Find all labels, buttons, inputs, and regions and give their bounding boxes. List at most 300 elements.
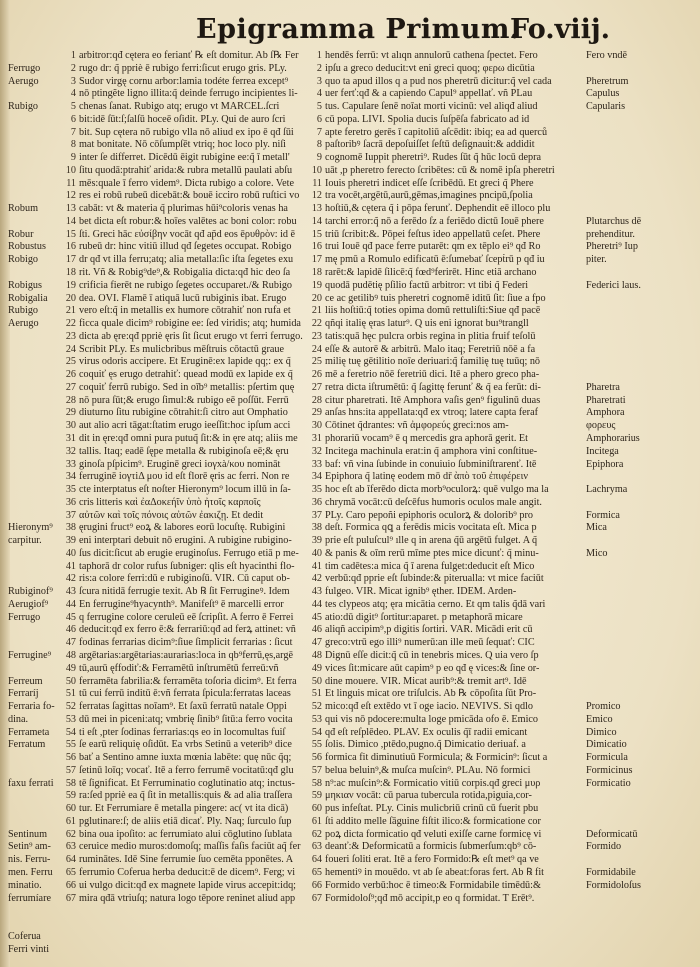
line-number: 21 — [311, 305, 322, 317]
line-number: 14 — [65, 215, 76, 227]
marginal-note: φορευς — [586, 420, 616, 432]
line-text: taphorā dr color rufus ſubniger: qlis eſt hyacinthi flo- — [79, 560, 295, 572]
left-column-line — [58, 356, 313, 369]
right-column-line — [304, 101, 584, 114]
marginal-note: men. Ferru — [8, 867, 53, 878]
right-column-line — [304, 854, 584, 867]
marginal-note: Federici laus. — [586, 279, 641, 291]
marginal-note: Rubigo — [8, 101, 39, 113]
line-text: ipſu a greco deducit:vt eni greci quoq; φερω dicūtia — [325, 62, 535, 74]
marginal-note — [586, 267, 698, 280]
left-column-line — [58, 893, 313, 906]
line-number: 6 — [316, 113, 322, 125]
line-number: 20 — [65, 292, 76, 304]
left-column-line — [58, 599, 313, 612]
left-column-line — [58, 548, 313, 561]
left-column-line — [58, 190, 313, 203]
left-column-line — [58, 880, 313, 893]
line-number: 13 — [65, 203, 76, 215]
marginal-note: Mico — [586, 547, 608, 559]
line-number: 39 — [65, 535, 76, 547]
marginal-note — [586, 599, 698, 612]
line-number: 48 — [65, 649, 76, 661]
line-text: tallis. Itaq; eadē ſępe metalla & rubiginoſa eē;& ęru — [79, 445, 289, 457]
line-number: 66 — [65, 879, 76, 891]
line-number: 47 — [311, 637, 322, 649]
line-number: 36 — [65, 496, 76, 508]
marginal-note — [586, 497, 698, 510]
line-number: 4 — [70, 88, 76, 100]
line-number: 41 — [311, 560, 322, 572]
line-number: 40 — [65, 547, 76, 559]
marginal-note — [586, 471, 698, 484]
marginal-note: Formicatio — [586, 777, 631, 789]
line-text: n⁹:ac muſcin⁹:& Formicatio vitiū corpis.qđ greci μυρ — [325, 777, 541, 789]
line-number: 43 — [311, 586, 322, 598]
right-column-line — [304, 395, 584, 408]
marginal-note: Rubigo — [8, 305, 39, 317]
right-column-line — [304, 752, 584, 765]
line-number: 6 — [70, 113, 76, 125]
line-text: tim cadētes:a mica q̃ ī arena fulget:deducit eſt Mico — [325, 560, 535, 572]
marginal-note: Emico — [586, 713, 613, 725]
marginal-note: Aerugo — [8, 318, 39, 330]
marginal-note: Ferreum — [8, 675, 43, 687]
line-number: 8 — [316, 139, 322, 151]
line-number: 41 — [65, 560, 76, 572]
line-number: 24 — [311, 343, 322, 355]
marginal-note: Promico — [586, 701, 621, 713]
line-number: 50 — [311, 675, 322, 687]
line-text: Formido verbū:hoc ē timeo:& Formidabile timēdū:& — [325, 879, 541, 891]
marginal-note — [586, 127, 698, 140]
line-text: citur pharetrati. Itē Amphora vaſis gen⁹ figulinū duas — [325, 394, 541, 406]
line-number: 20 — [311, 292, 322, 304]
left-column-line — [58, 178, 313, 191]
line-text: vero eſt:q̃ in metallis ex humore cōtrahiť non rufa et — [79, 305, 291, 317]
marginal-note: piter. — [586, 254, 607, 266]
right-column-line — [304, 382, 584, 395]
marginal-note: faxu ferrati — [8, 777, 54, 789]
marginal-note: Robur — [8, 228, 34, 240]
line-number: 51 — [65, 688, 76, 700]
right-column-line — [304, 216, 584, 229]
line-text: tū,aurū ęffodiť:& Ferramētū inſtrumētū ferreū:vñ — [79, 662, 279, 674]
line-text: ſcura nitidā ferrugie texit. Ab ℞ ſit Ferrugineꝰ. Idem — [79, 586, 290, 598]
line-number: 12 — [311, 190, 322, 202]
line-number: 5 — [316, 101, 322, 113]
left-column-line — [58, 739, 313, 752]
line-number: 64 — [65, 854, 76, 866]
line-number: 7 — [316, 126, 322, 138]
line-number: 31 — [311, 432, 322, 444]
line-text: bit:idē ſūt:ſ;ſalſū hoceē oſidit. PLy. Qui de auro ſcri — [79, 113, 286, 125]
left-column-line — [58, 829, 313, 842]
line-text: phorariū vocam⁹ ē q mercedis gra aphorā gerit. Et — [325, 432, 528, 444]
right-column-line — [304, 829, 584, 842]
line-text: coquiť ęs erugo detrahiť: quead modū ex lapide ex q̃ — [79, 369, 293, 381]
right-column-line — [304, 548, 584, 561]
marginal-note: Sentinum — [8, 828, 48, 840]
marginal-note — [586, 535, 698, 548]
right-column-line — [304, 229, 584, 242]
line-number: 30 — [65, 420, 76, 432]
line-text: eni interptari debuit nō erugini. A rubigine rubigino- — [79, 535, 292, 547]
line-text: hendēs ferrū: vt alıqn annulorū cathena ſpectet. Fero — [325, 50, 538, 61]
marginal-note — [586, 803, 698, 816]
marginal-note — [586, 165, 698, 178]
marginal-note: Capulus — [586, 88, 620, 100]
marginal-note — [586, 318, 698, 331]
line-number: 28 — [65, 394, 76, 406]
marginal-note — [586, 305, 698, 318]
right-column-line — [304, 356, 584, 369]
line-number: 3 — [70, 75, 76, 87]
left-column-line — [58, 420, 313, 433]
line-number: 7 — [70, 126, 76, 138]
line-text: q ferrugine colore ceruleū eē ſcripſit. A ferro ē Ferrei — [79, 611, 294, 623]
right-column-line — [304, 701, 584, 714]
marginal-note: Formido — [586, 841, 622, 853]
line-text: ſti addito melle ſāguine fiſtit ilico:& formicatione cor — [325, 815, 541, 827]
left-column-line — [58, 650, 313, 663]
right-column-line — [304, 663, 584, 676]
line-text: ceruice medio muros:domoſq; maſſis faſis faciūt aq̃ fer — [79, 841, 301, 853]
marginal-note: Ferraria fo- — [8, 701, 55, 713]
line-text: ſe earū reliquię oſidūt. Ea vrbs Setinū a veterib⁹ dice — [79, 739, 292, 751]
line-text: coquiť ferrū rubigo. Sed in oīb⁹ metallis: pſertim quę — [79, 381, 295, 393]
right-column-line — [304, 50, 584, 63]
line-number: 15 — [311, 228, 322, 240]
line-text: mat bonitate. Nō cōſumpſēt vtriq; hoc loco ply. niſi — [79, 139, 287, 151]
right-column-line — [304, 573, 584, 586]
line-number: 60 — [311, 803, 322, 815]
page-title: Epigramma Primum. — [196, 14, 520, 45]
line-text: ce ac getilibꝰ tuis pheretri cognomē iditū ſit: ſiue a fpo — [325, 292, 546, 304]
line-text: Sudor virgę cornu arbor:lamia todéte ferrea except⁹ — [79, 75, 289, 87]
line-number: 10 — [311, 164, 322, 176]
line-number: 52 — [65, 701, 76, 713]
right-column-line — [304, 497, 584, 510]
line-number: 44 — [311, 598, 322, 610]
right-column-line — [304, 471, 584, 484]
marginal-note — [586, 676, 698, 689]
line-text: Epiphora q̃ latinę eodem mō dr̄ ὰπὸ τοῦ ἐπιφέρειν — [325, 471, 528, 483]
left-column-line — [58, 714, 313, 727]
left-column-line — [58, 76, 313, 89]
right-column-line — [304, 510, 584, 523]
marginal-note: Formica — [586, 509, 620, 521]
line-number: 55 — [311, 739, 322, 751]
line-text: dr qđ vt illa ferru;atq; alia metalla:ſic iſta ſegetes exu — [79, 254, 294, 266]
marginal-note — [586, 139, 698, 152]
right-column-line — [304, 63, 584, 76]
line-number: 13 — [311, 203, 322, 215]
line-text: ra:ſed ppriè ea q̃ ſit in metallis:quis & ad alia traſſera — [79, 790, 293, 802]
marginal-note: Formidabile — [586, 867, 636, 878]
line-number: 5 — [70, 101, 76, 113]
line-text: ris:a colore ferri:dū e rubiginoſū. VIR. Cū caput ob- — [79, 573, 290, 585]
marginal-note: Fero vndē — [586, 50, 628, 61]
line-number: 2 — [70, 62, 76, 74]
marginal-note: Capularis — [586, 101, 626, 113]
line-number: 1 — [316, 50, 322, 61]
left-column-line — [58, 318, 313, 331]
line-number: 38 — [65, 522, 76, 534]
line-text: apte feretro gerēs ī capitoliū aſcēdit: ibiq; ea ad querců — [325, 126, 548, 138]
right-column-line — [304, 841, 584, 854]
line-number: 27 — [311, 381, 322, 393]
marginal-note — [586, 152, 698, 165]
left-text-column — [58, 50, 313, 905]
line-number: 60 — [65, 803, 76, 815]
line-number: 40 — [311, 547, 322, 559]
line-text: bať a Sentino amne iuxta mœnia labēte: quę nūc q̃q; — [79, 752, 292, 764]
left-column-line — [58, 727, 313, 740]
line-text: Formidoloſ⁹;qđ mō accipit,p eo q formidat. T Erēt⁹. — [325, 892, 535, 904]
right-column-line — [304, 561, 584, 574]
right-column-line — [304, 816, 584, 829]
line-text: hoc eſt ab īferēdo dicta morb⁹oculorꝝ: quē vulgo ma la — [325, 484, 549, 496]
marginal-note: carpitur. — [8, 535, 42, 547]
right-column-line — [304, 803, 584, 816]
line-text: tū cui ferrū inditū ē:vñ ferrata ſpicula:ferratas laceas — [79, 688, 291, 700]
line-text: nō ptingẽte ligno illita:q̃ deinde ferrugo incipientes li- — [79, 88, 298, 100]
line-text: tus. Capulare ſenē noīat morti vicinū: vel aliqđ aliud — [325, 101, 538, 113]
left-column-line — [58, 293, 313, 306]
right-column-line — [304, 612, 584, 625]
right-column-line — [304, 344, 584, 357]
marginal-note: Robigo — [8, 254, 39, 266]
line-text: tra vocēt,argētū,aurū,gēmas,imagines pncipū,ſpolia — [325, 190, 533, 202]
line-number: 46 — [65, 624, 76, 636]
right-column-line — [304, 650, 584, 663]
line-number: 49 — [311, 662, 322, 674]
line-text: greco:vtrū ego illi⁹ numerū:an ille meū ſequať: CIC — [325, 637, 535, 649]
line-text: hementiꝰ in mouēdo. vt ab ſe abeat:foras fert. Ab ℞ fit — [325, 867, 544, 878]
marginal-note: Lachryma — [586, 484, 628, 496]
line-number: 23 — [311, 330, 322, 342]
right-column-line — [304, 586, 584, 599]
right-column-line — [304, 867, 584, 880]
left-column-line — [58, 331, 313, 344]
line-text: liis hoſtiū:q̃ toties opima domū rettuliſti:Siue qđ pacē — [325, 305, 541, 317]
line-number: 31 — [65, 432, 76, 444]
line-number: 57 — [65, 764, 76, 776]
left-column-line — [58, 165, 313, 178]
left-column-line — [58, 688, 313, 701]
line-text: bet dicta eſt robur:& hoīes valētes ac boni color: robu — [79, 215, 297, 227]
left-column-line — [58, 433, 313, 446]
left-column-line — [58, 484, 313, 497]
line-number: 28 — [311, 394, 322, 406]
line-text: bit. Sup cętera nō rubigo vlla nō aliud ex ipo ē qđ ſūi — [79, 126, 294, 138]
marginal-note: Ferrugo — [8, 611, 41, 623]
line-number: 37 — [65, 509, 76, 521]
marginal-note: Ferrameta — [8, 726, 50, 738]
line-text: nō pura ſūt;& erugo ſimul:& rubigo eē poſſūt. Ferrū — [79, 394, 289, 406]
right-column-line — [304, 331, 584, 344]
marginal-note: Deformicatū — [586, 828, 638, 840]
marginal-note — [586, 790, 698, 803]
line-number: 50 — [65, 675, 76, 687]
line-text: ſitu quodā:ptrahiť arida:& rubra metallū paulati abſu — [79, 164, 293, 176]
marginal-note — [586, 637, 698, 650]
line-number: 58 — [311, 777, 322, 789]
marginal-note — [586, 356, 698, 369]
line-number: 51 — [311, 688, 322, 700]
marginal-note: dina. — [8, 713, 29, 725]
line-number: 16 — [65, 241, 76, 253]
marginal-note — [586, 293, 698, 306]
line-number: 65 — [65, 867, 76, 878]
line-text: dea. OVI. Flamē ī atiquā lucū rubiginis ibat. Erugo — [79, 292, 287, 304]
line-text: deſt. Formica qꝗ a ferēdis micis vocitata eſt. Mica p — [325, 522, 537, 534]
right-column-line — [304, 254, 584, 267]
left-column-line — [58, 803, 313, 816]
marginal-note: Pharetra — [586, 381, 620, 393]
right-column-line — [304, 165, 584, 178]
marginal-note: Ferraríj — [8, 688, 39, 700]
marginal-note — [8, 918, 74, 931]
line-text: ferruginē ioγτiΔ μου id eſt florē ęris ac ferri. Non re — [79, 471, 290, 483]
line-text: pglutinare:ſ; de aliis etiā dicať. Ply. Naq; ſurculo ſup — [79, 815, 292, 827]
line-text: tur. Et Ferrumiare ē metalla pingere: ac( vt ita dicā) — [79, 803, 289, 815]
line-number: 9 — [316, 152, 322, 164]
line-number: 12 — [65, 190, 76, 202]
left-column-line — [58, 50, 313, 63]
marginal-note — [586, 650, 698, 663]
line-number: 15 — [65, 228, 76, 240]
line-number: 54 — [311, 726, 322, 738]
left-column-line — [58, 395, 313, 408]
line-text: mē a feretrio nōē feretriū dici. Itē a phero greco pha- — [325, 369, 540, 381]
line-number: 35 — [65, 484, 76, 496]
left-column-line — [58, 586, 313, 599]
left-column-line — [58, 216, 313, 229]
marginal-note — [586, 369, 698, 382]
marginal-note — [586, 331, 698, 344]
line-number: 34 — [311, 471, 322, 483]
line-number: 19 — [311, 279, 322, 291]
line-number: 32 — [311, 445, 322, 457]
left-column-line — [58, 267, 313, 280]
right-column-line — [304, 203, 584, 216]
line-text: mico:qđ eſt extēdo vt ī oge iacio. NEVIVS. Si qdlo — [325, 701, 533, 713]
left-column-line — [58, 344, 313, 357]
line-text: cabāt: vt & materia q̃ plurimas hūi⁹coloris venas ha — [79, 203, 288, 215]
left-column-line — [58, 127, 313, 140]
marginal-note: Formicula — [586, 752, 628, 764]
marginal-note — [586, 688, 698, 701]
line-number: 59 — [311, 790, 322, 802]
marginal-note — [586, 663, 698, 676]
line-number: 62 — [65, 828, 76, 840]
line-text: bina oua ipoſito: ac ferrumiato alui cōglutino ſublata — [79, 828, 293, 840]
right-column-line — [304, 293, 584, 306]
line-number: 56 — [65, 752, 76, 764]
line-text: Iouis pheretri indicet eſſe ſcribēdū. Et greci q̃ Phere — [325, 177, 534, 189]
line-number: 26 — [65, 369, 76, 381]
line-text: rubeū dr: hinc vitiū illud qđ ſegetes occupat. Robigo — [79, 241, 292, 253]
line-number: 52 — [311, 701, 322, 713]
line-number: 21 — [65, 305, 76, 317]
line-number: 34 — [65, 471, 76, 483]
line-number: 38 — [311, 522, 322, 534]
line-number: 45 — [65, 611, 76, 623]
line-number: 47 — [65, 637, 76, 649]
line-text: qñqi italię ęras latur⁹. Q uis eni ignorat buı⁹trangll — [325, 318, 529, 330]
left-column-line — [58, 752, 313, 765]
line-text: aut alio acri tāgat:ſtatim erugo ieeſſit:hoc ipſum acci — [79, 420, 291, 432]
line-text: ferratas ſagittas noīam⁹. Et ſaxū ferratū natale Oppi — [79, 701, 287, 713]
marginal-note: nis. Ferru- — [8, 854, 51, 866]
line-text: pus infeſtat. PLy. Cinis mulicbriū crinū cū fuerit pbu — [325, 803, 539, 815]
right-column-line — [304, 127, 584, 140]
left-column-line — [58, 765, 313, 778]
line-text: quo ta apud illos q a pud nos pheretrū dicitur:q̃ vel cada — [325, 75, 552, 87]
line-text: cris litteris καὶ ἐαΔοκεήῖν ὑπὸ ἠτοῖς καρποῖς — [79, 496, 261, 508]
marginal-note — [586, 624, 698, 637]
line-text: ferrumio Coferua herba deducit:ē de dicem⁹. Ferg; vi — [79, 867, 296, 878]
left-column-line — [58, 254, 313, 267]
left-column-line — [58, 841, 313, 854]
marginal-note: Incitega — [586, 445, 619, 457]
marginal-note: Robigalia — [8, 292, 48, 304]
line-number: 63 — [65, 841, 76, 853]
right-column-line — [304, 676, 584, 689]
line-text: mę pmū a Romulo edificatū ē:ſumebať ſcepṫrū p qđ iu — [325, 254, 545, 266]
marginal-note — [586, 816, 698, 829]
left-column-line — [58, 101, 313, 114]
left-column-line — [58, 459, 313, 472]
line-number: 33 — [311, 458, 322, 470]
right-column-line — [304, 688, 584, 701]
line-text: tatis:quā hęc pulcra orbis regina in plitia fruif teſolū — [325, 330, 536, 342]
line-number: 25 — [65, 356, 76, 368]
marginal-note: Ferrugo — [8, 62, 41, 74]
line-number: 17 — [65, 254, 76, 266]
line-text: tē ſignificat. Et Ferruminatio coglutinatio atq; inctus- — [79, 777, 295, 789]
line-text: mira qđā vtriuſq; natura logo tēpore reninet aliud app — [79, 892, 296, 904]
line-text: Et linguis micat ore triſulcis. Ab ℞ cōpoſita ſūt Pro- — [325, 688, 537, 700]
left-column-line — [58, 280, 313, 293]
right-margin-notes — [586, 50, 698, 893]
line-text: αὐτῶν καὶ τοῖς πόνοις αὐτῶν ἐακιζῃ. Et dedit — [79, 509, 264, 521]
right-column-line — [304, 139, 584, 152]
line-number: 49 — [65, 662, 76, 674]
left-column-line — [58, 305, 313, 318]
line-number: 30 — [311, 420, 322, 432]
right-column-line — [304, 190, 584, 203]
right-column-line — [304, 267, 584, 280]
left-column-line — [58, 867, 313, 880]
marginal-note: Formicinus — [586, 764, 633, 776]
line-text: poꝝ dicta formicatio qđ veluti exiſſe carne formicę vi — [325, 828, 542, 840]
line-number: 10 — [65, 164, 76, 176]
marginal-note: Epiphora — [586, 458, 624, 470]
line-number: 61 — [65, 815, 76, 827]
folio-number: Fo.viij. — [510, 14, 610, 45]
line-text: dū mei in piceni:atq; vmbrię ſinib⁹ ſitū:a ferro vocita — [79, 713, 293, 725]
line-number: 46 — [311, 624, 322, 636]
right-column-line — [304, 459, 584, 472]
left-column-line — [58, 573, 313, 586]
line-text: atio:dū digit⁹ ſortitur:aparet. p metaphorā micare — [325, 611, 523, 623]
line-number: 25 — [311, 356, 322, 368]
right-column-line — [304, 433, 584, 446]
line-text: qui vis nō pdocere:multa loge pmicāda ofo ē. Emico — [325, 713, 539, 725]
